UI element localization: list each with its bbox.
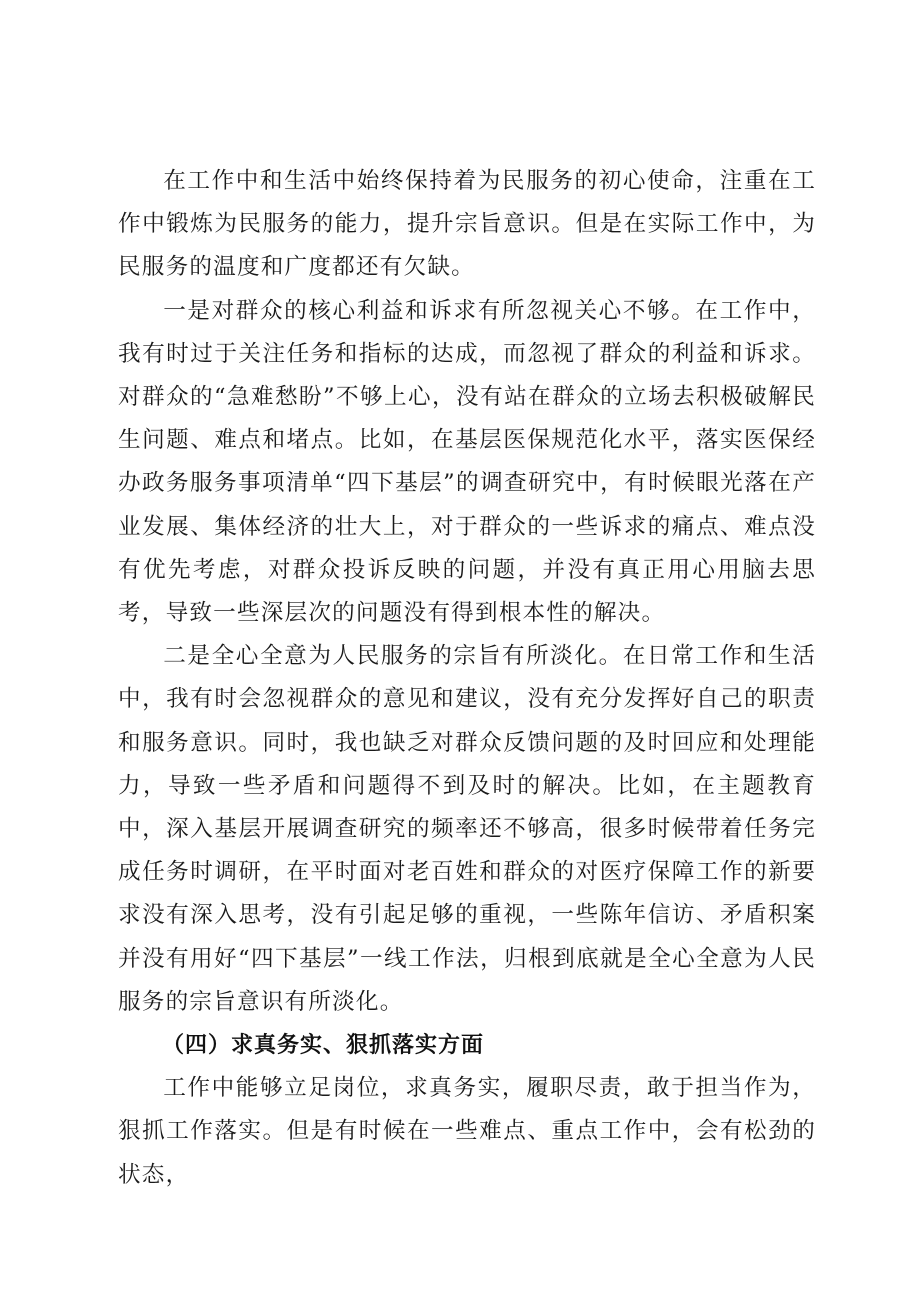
paragraph-point-two: 二是全心全意为人民服务的宗旨有所淡化。在日常工作和生活中，我有时会忽视群众的意见和建议，没有充分发挥好自己的职责和服务意识。同时，我也缺乏对群众反馈问题的及时回应和处理能力，导致一些矛盾和问题得不到及时的解决。比如，在主题教育中，深入基层开展调查研究的频率还不够高，很多时候带着任务完成任务时调研，在平时面对老百姓和群众的对医疗保障工作的新要求没有深入思考，没有引起足够的重视，一些陈年信访、矛盾积案并没有用好“四下基层”一线工作法，归根到底就是全心全意为人民服务的宗旨意识有所淡化。 <box>118 643 816 1015</box>
paragraph-section-four: 工作中能够立足岗位，求真务实，履职尽责，敢于担当作为，狠抓工作落实。但是有时候在一些难点、重点工作中，会有松劲的状态， <box>118 1075 816 1188</box>
paragraph-intro: 在工作中和生活中始终保持着为民服务的初心使命，注重在工作中锻炼为民服务的能力，提升宗旨意识。但是在实际工作中，为民服务的温度和广度都还有欠缺。 <box>118 168 816 281</box>
section-heading: （四）求真务实、狠抓落实方面 <box>162 1033 485 1059</box>
paragraph-point-one: 一是对群众的核心利益和诉求有所忽视关心不够。在工作中，我有时过于关注任务和指标的达成，而忽视了群众的利益和诉求。对群众的“急难愁盼”不够上心，没有站在群众的立场去积极破解民生问题、难点和堵点。比如，在基层医保规范化水平，落实医保经办政务服务事项清单“四下基层”的调查研究中，有时候眼光落在产业发展、集体经济的壮大上，对于群众的一些诉求的痛点、难点没有优先考虑，对群众投诉反映的问题，并没有真正用心用脑去思考，导致一些深层次的问题没有得到根本性的解决。 <box>118 297 816 627</box>
document-body <box>118 160 816 1197</box>
